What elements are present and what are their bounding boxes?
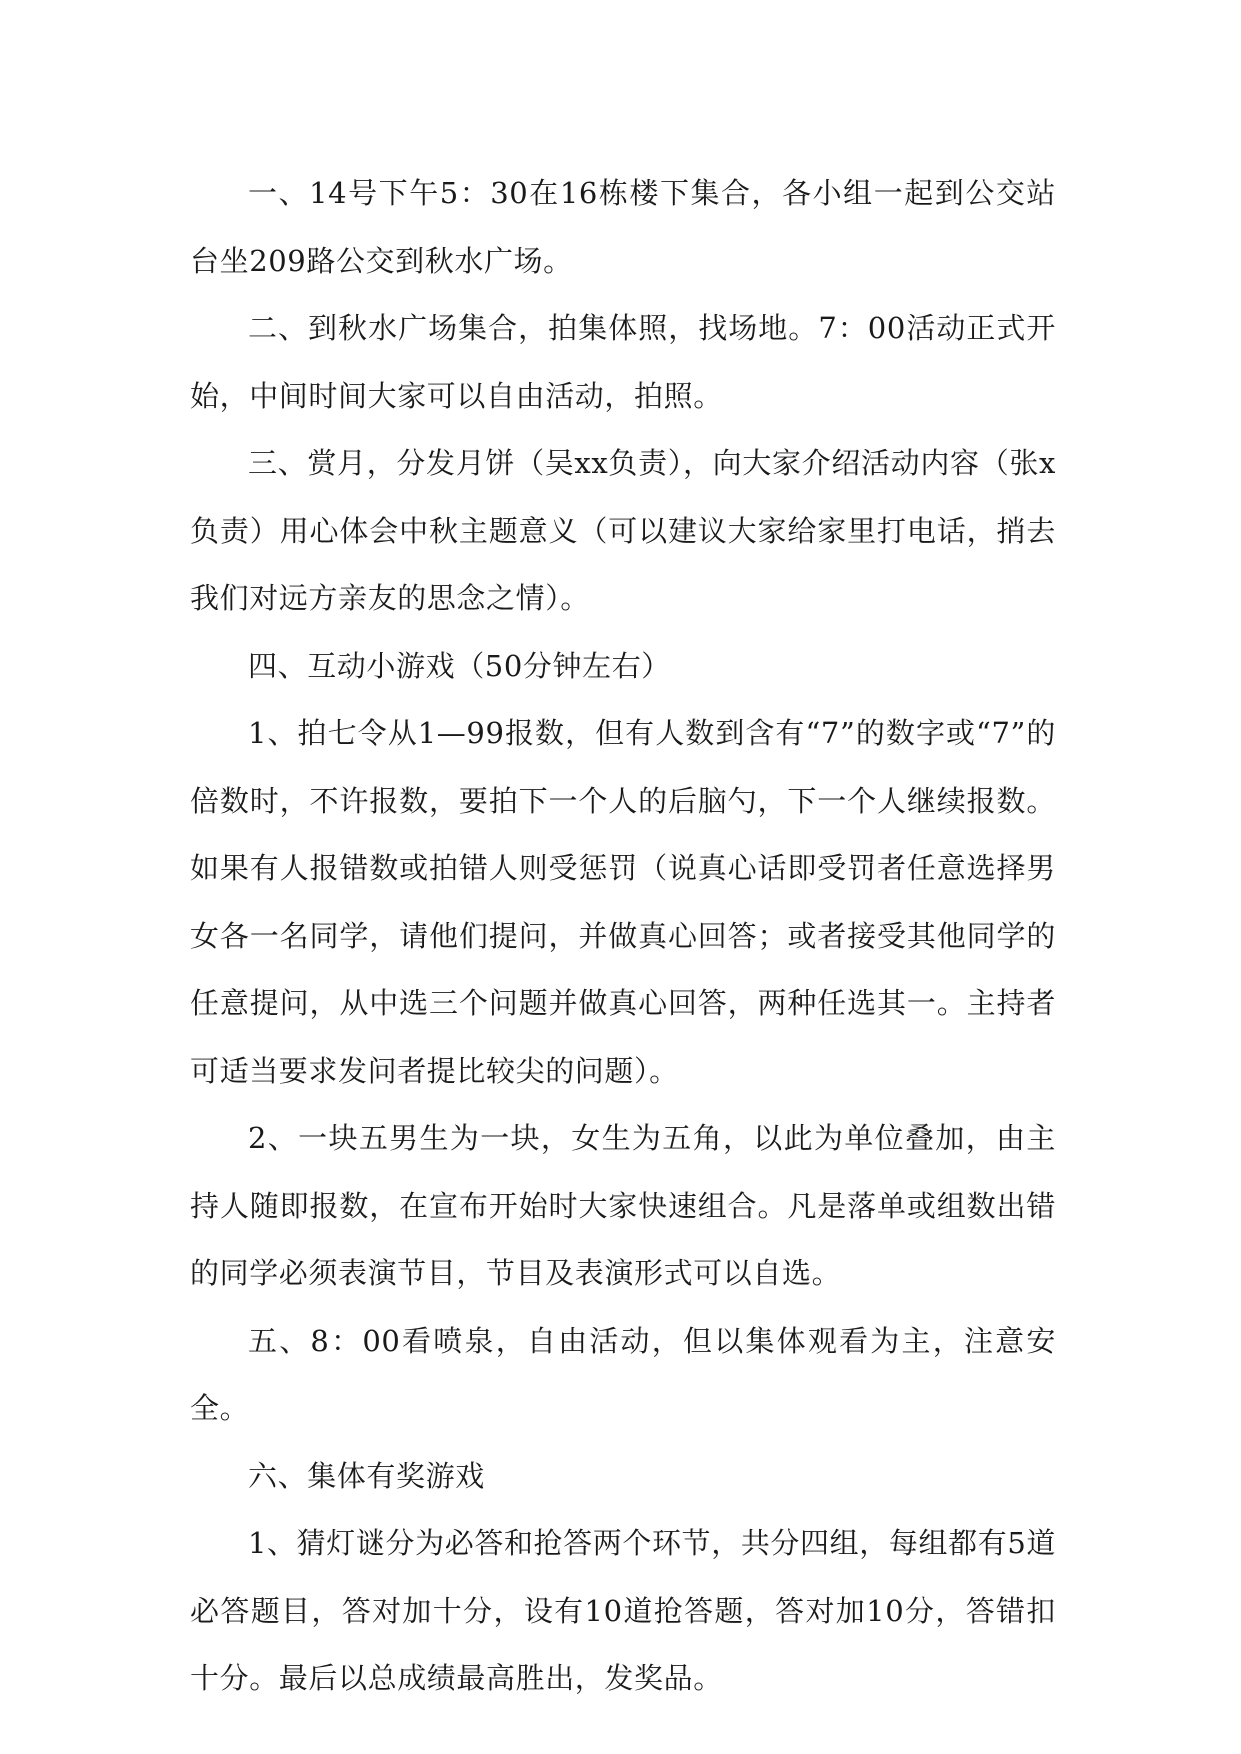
paragraph-step-4-heading: 四、互动小游戏（50分钟左右） <box>248 648 671 683</box>
paragraph-prize-game-1: 1、猜灯谜分为必答和抢答两个环节，共分四组，每组都有5道必答题目，答对加十分，设有10道抢答题，答对加10分，答错扣十分。最后以总成绩最高胜出，发奖品。 <box>190 1526 1056 1695</box>
paragraph-step-3: 三、赏月，分发月饼（吴xx负责），向大家介绍活动内容（张x负责）用心体会中秋主题意义（可以建议大家给家里打电话，捎去我们对远方亲友的思念之情）。 <box>190 446 1056 615</box>
paragraph-step-5: 五、8：00看喷泉，自由活动，但以集体观看为主，注意安全。 <box>190 1323 1056 1425</box>
paragraph-step-2: 二、到秋水广场集合，拍集体照，找场地。7：00活动正式开始，中间时间大家可以自由活动，拍照。 <box>190 311 1056 413</box>
paragraph-game-2: 2、一块五男生为一块，女生为五角，以此为单位叠加，由主持人随即报数，在宣布开始时大家快速组合。凡是落单或组数出错的同学必须表演节目，节目及表演形式可以自选。 <box>190 1121 1056 1290</box>
paragraph-step-6-heading: 六、集体有奖游戏 <box>248 1458 485 1493</box>
document-body <box>190 160 1056 1713</box>
paragraph-step-1: 一、14号下午5：30在16栋楼下集合，各小组一起到公交站台坐209路公交到秋水广场。 <box>190 176 1056 278</box>
paragraph-game-1: 1、拍七令从1—99报数，但有人数到含有“7”的数字或“7”的倍数时，不许报数，要拍下一个人的后脑勺，下一个人继续报数。如果有人报错数或拍错人则受惩罚（说真心话即受罚者任意选择男女各一名同学，请他们提问，并做真心回答；或者接受其他同学的任意提问，从中选三个问题并做真心回答，两种任选其一。主持者可适当要求发问者提比较尖的问题）。 <box>190 716 1056 1088</box>
